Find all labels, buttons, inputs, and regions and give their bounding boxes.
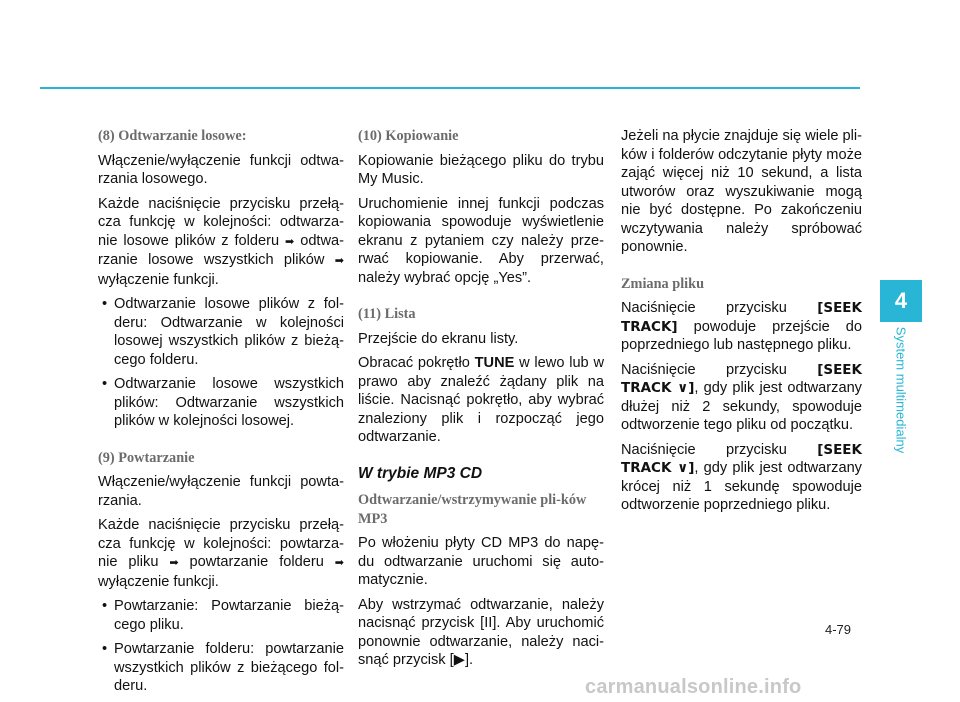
section-heading-play: Odtwarzanie/wstrzymywanie pli-ków MP3 — [358, 492, 587, 527]
tune-knob-label: TUNE — [474, 355, 515, 371]
arrow-right-icon: ➡ — [334, 557, 344, 569]
chapter-tab: 4 — [880, 280, 922, 322]
page-number: 4-79 — [825, 622, 852, 637]
header-rule — [40, 87, 860, 89]
play-icon: ▶ — [453, 652, 465, 668]
paragraph: Każde naciśnięcie przycisku przełą-cza funkcję w kolejności: powtarza-nie pliku ➡ powtarzanie folderu ➡ wyłączenie funkcji. — [98, 517, 344, 590]
column-left — [98, 127, 344, 702]
paragraph: Przejście do ekranu listy. — [358, 330, 519, 347]
paragraph: Jeżeli na płycie znajduje się wiele pli-ków i folderów odczytanie płyty może zająć więcej niż 10 sekund, a lista utworów oraz wyszukiwanie mogą nie być dostępne. Po zakończeniu wczytywania należy spróbować ponownie. — [621, 128, 862, 255]
bullet-item: • Powtarzanie folderu: powtarzanie wszystkich plików z bieżącego fol-deru. — [98, 640, 344, 696]
paragraph: Włączenie/wyłączenie funkcji odtwa-rzania losowego. — [98, 152, 344, 187]
arrow-right-icon: ➡ — [334, 255, 344, 267]
mode-heading: W trybie MP3 CD — [358, 464, 483, 482]
arrow-right-icon: ➡ — [285, 235, 295, 248]
arrow-right-icon: ➡ — [169, 557, 179, 569]
paragraph: Aby wstrzymać odtwarzanie, należy nacisnąć przycisk [II]. Aby uruchomić ponownie odtwarzanie, należy naci-snąć przycisk [▶]. — [358, 596, 604, 668]
section-heading-8: (8) Odtwarzanie losowe: — [98, 128, 247, 144]
section-heading-9: (9) Powtarzanie — [98, 449, 195, 466]
paragraph: Naciśnięcie przycisku [SEEK TRACK ∨], gdy plik jest odtwarzany krócej niż 1 sekundę spowoduje odtworzenie poprzedniego pliku. — [621, 441, 862, 513]
seek-track-down-key-label: [SEEK TRACK ∨] — [621, 361, 862, 396]
paragraph: Uruchomienie innej funkcji podczas kopiowania spowoduje wyświetlenie ekranu z pytaniem czy należy prze-rwać kopiowanie. Aby przerwać, należy wybrać opcję „Yes”. — [358, 195, 604, 286]
paragraph: Po włożeniu płyty CD MP3 do napę-du odtwarzanie uruchomi się auto-matycznie. — [358, 535, 604, 588]
watermark: carmanualsonline.info — [585, 676, 802, 698]
paragraph: Naciśnięcie przycisku [SEEK TRACK ∨], gdy plik jest odtwarzany dłużej niż 2 sekundy, spowoduje odtworzenie tego pliku od początku. — [621, 361, 862, 433]
column-right — [621, 127, 862, 521]
paragraph: Każde naciśnięcie przycisku przełą-cza funkcję w kolejności: odtwarza-nie losowe plików z folderu ➡ odtwa-rzanie losowe wszystkich plików ➡ wyłączenie funkcji. — [98, 195, 345, 288]
chapter-label: System multimedialny — [893, 326, 909, 454]
paragraph: Kopiowanie bieżącego pliku do trybu My Music. — [358, 152, 604, 187]
seek-track-key-label: [SEEK TRACK] — [621, 300, 862, 335]
section-heading-change: Zmiana pliku — [621, 275, 705, 292]
column-middle — [358, 127, 604, 676]
paragraph: Obracać pokrętło TUNE w lewo lub w prawo aby znaleźć żądany plik na liście. Nacisnąć pokrętło, aby wybrać znaleziony plik i rozpocząć jego odtwarzanie. — [358, 355, 604, 445]
paragraph: Naciśnięcie przycisku [SEEK TRACK] powoduje przejście do poprzedniego lub następnego pliku. — [621, 300, 862, 353]
seek-track-down-key-label: [SEEK TRACK ∨] — [621, 441, 862, 476]
bullet-item: • Odtwarzanie losowe wszystkich plików: Odtwarzanie wszystkich plików w kolejności losowej. — [98, 375, 344, 431]
section-heading-10: (10) Kopiowanie — [358, 128, 459, 144]
section-heading-11: (11) Lista — [358, 306, 416, 322]
bullet-item: • Powtarzanie: Powtarzanie bieżą-cego pliku. — [98, 597, 344, 634]
paragraph: Włączenie/wyłączenie funkcji powta-rzania. — [98, 474, 344, 509]
bullet-item: • Odtwarzanie losowe plików z fol-deru: Odtwarzanie w kolejności losowej wszystkich plików z bieżą-cego folderu. — [98, 295, 344, 369]
